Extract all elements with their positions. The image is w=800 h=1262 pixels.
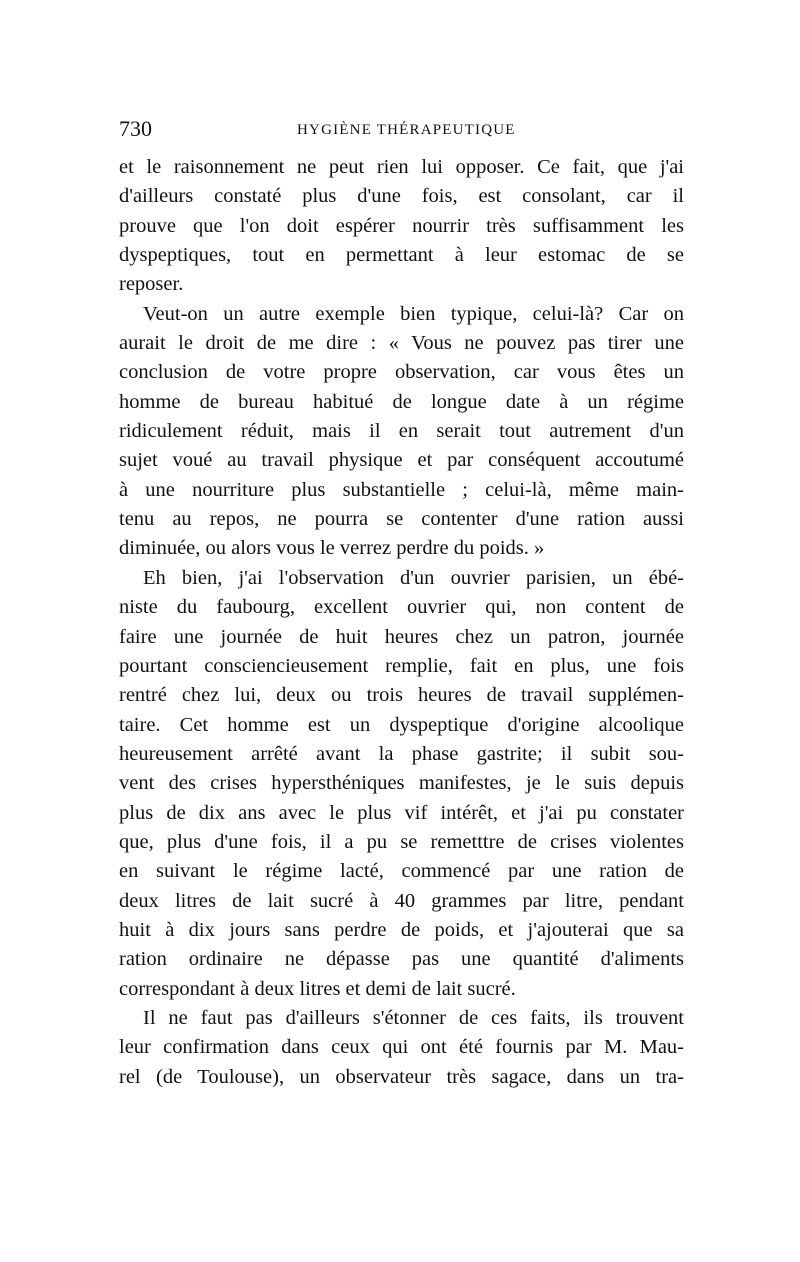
text-line: que, plus d'une fois, il a pu se remetttre de crises violentes	[119, 830, 684, 853]
text-line: d'ailleurs constaté plus d'une fois, est consolant, car il	[119, 185, 684, 208]
running-head	[119, 116, 684, 142]
text-line: taire. Cet homme est un dyspeptique d'origine alcoolique	[119, 713, 684, 736]
text-line: rel (de Toulouse), un observateur très sagace, dans un tra-	[119, 1065, 684, 1088]
page-number: 730	[119, 116, 152, 141]
text-line: vent des crises hypersthéniques manifestes, je le suis depuis	[119, 772, 684, 795]
text-line: leur confirmation dans ceux qui ont été fournis par M. Mau-	[119, 1036, 684, 1059]
text-line: ration ordinaire ne dépasse pas une quantité d'aliments	[119, 948, 684, 971]
text-line: Eh bien, j'ai l'observation d'un ouvrier parisien, un ébé-	[143, 566, 684, 589]
body-text	[119, 153, 684, 1092]
text-line: Il ne faut pas d'ailleurs s'étonner de ces faits, ils trouvent	[143, 1006, 684, 1029]
text-line: ridiculement réduit, mais il en serait tout autrement d'un	[119, 420, 684, 443]
text-line: faire une journée de huit heures chez un patron, journée	[119, 625, 684, 648]
text-line: heureusement arrêté avant la phase gastrite; il subit sou-	[119, 742, 684, 765]
text-line: conclusion de votre propre observation, car vous êtes un	[119, 361, 684, 384]
text-line: sujet voué au travail physique et par conséquent accoutumé	[119, 449, 684, 472]
text-line: pourtant consciencieusement remplie, fait en plus, une fois	[119, 654, 684, 677]
text-line: deux litres de lait sucré à 40 grammes par litre, pendant	[119, 889, 684, 912]
text-line: dyspeptiques, tout en permettant à leur estomac de se	[119, 244, 684, 267]
text-line: en suivant le régime lacté, commencé par une ration de	[119, 860, 684, 883]
text-line: et le raisonnement ne peut rien lui opposer. Ce fait, que j'ai	[119, 156, 684, 178]
text-line: Veut-on un autre exemple bien typique, celui-là? Car on	[143, 302, 684, 325]
text-line: prouve que l'on doit espérer nourrir très suffisamment les	[119, 214, 684, 237]
running-title: HYGIÈNE THÉRAPEUTIQUE	[297, 122, 516, 138]
text-line: homme de bureau habitué de longue date à un régime	[119, 390, 684, 413]
text-line: tenu au repos, ne pourra se contenter d'une ration aussi	[119, 508, 684, 531]
text-line: diminuée, ou alors vous le verrez perdre du poids. »	[119, 537, 545, 560]
text-line: à une nourriture plus substantielle ; celui-là, même main-	[119, 478, 684, 501]
text-line: huit à dix jours sans perdre de poids, et j'ajouterai que sa	[119, 918, 684, 941]
text-line: rentré chez lui, deux ou trois heures de travail supplémen-	[119, 684, 684, 707]
text-line: aurait le droit de me dire : « Vous ne pouvez pas tirer une	[119, 332, 684, 355]
text-line: correspondant à deux litres et demi de lait sucré.	[119, 977, 516, 1000]
text-line: reposer.	[119, 273, 184, 296]
text-line: plus de dix ans avec le plus vif intérêt, et j'ai pu constater	[119, 801, 684, 824]
text-line: niste du faubourg, excellent ouvrier qui, non content de	[119, 596, 684, 619]
